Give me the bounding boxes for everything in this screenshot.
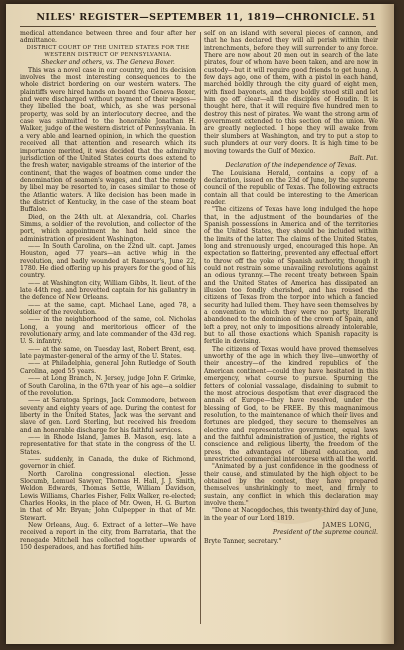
page-number: 51: [361, 12, 376, 23]
paragraph: "Done at Nacogdoches, this twenty-third day of June, in the year of our Lord 1819.: [204, 507, 378, 522]
paragraph: This was a novel case in our country, and its decision involves the most interesting consequences to the whole district bordering on our western waters. The plaintiffs were hired hands on board the Geneva Boxer, and were discharged without payment of their wages—they libelled the boat, which, as she was personal property, was sold by an interlocutory decree, and the case was submitted to the honorable Jonathan H. Walker, judge of the western district of Pennsylvania. In a very able and learned opinion, in which the question received all that attention and research which its importance merited, it was decided that the admiralty jurisdiction of the United States courts does extend to the fresh water, navigable streams of the interior of the continent, that the wages of boatmen come under the denomination of seamen's wages, and that the remedy by libel may be resorted to, in cases similar to those of the Atlantic waters. A like decision has been made in the district of Kentucky, in the case of the steam boat Buffaloe.: [20, 66, 196, 214]
paragraph: The Louisiana Herald, contains a copy of a declaration, issued on the 23d of June, by the supreme council of the republic of Texas. The following extracts contain all that could be interesting to the American reader.: [204, 169, 378, 206]
page-gutter-shadow: [380, 4, 394, 644]
paragraph: —— in the neighborhood of the same, col. Nicholas Long, a young and meritorious officer of the revolutionary army, and late commander of the 43d reg. U. S. infantry.: [20, 316, 196, 346]
paragraph: New Orleans, Aug. 6. Extract of a letter—We have received a report in the city, from Barrataria, that the renegade Mitchell has collected together upwards of 150 desperadoes, and has fortified him-: [20, 522, 196, 552]
running-title: NILES' REGISTER—SEPTEMBER 11, 1819—CHRONICLE.: [36, 12, 360, 23]
paragraph: JAMES LONG,: [322, 522, 372, 530]
paragraph: Died, on the 24th ult. at Alexandria, col. Charles Simms, a soldier of the revolution, and collector of the port, which appointment he had held since the administration of president Washington.: [20, 213, 196, 243]
paragraph: —— In South Carolina, on the 22nd ult. capt. James Houston, aged 77 years—an active whig in the revolution, and badly wounded at Ramsour's, June 22, 1780. He died offering up his prayers for the good of his country.: [20, 242, 196, 280]
paragraph: —— at Saratoga Springs, Jack Commodore, between seventy and eighty years of age. During the contest for liberty in the United States, Jack was the servant and slave of gen. Lord Sterling, but received his freedom and an honorable discharge for his faithful services.: [20, 397, 196, 434]
paragraph: Balt. Pat.: [349, 154, 378, 162]
paragraph: "Animated by a just confidence in the goodness of their cause, and stimulated by the high object to be obtained by the contest, they have prepared themselves unshrinkingly to meet, and firmly to sustain, any conflict in which this declaration may involve them.": [204, 463, 378, 507]
paragraph: President of the supreme council.: [272, 529, 378, 537]
paragraph: North Carolina congressional election. Jesse Slocumb, Lemuel Sawyer, Thomas H. Hall, J. J. Smith, Weldon Edwards, Thomas Settle, William Davidson, Lewis Williams, Charles Fisher, Felix Walker, re-elected; Charles Hooks, in the place of Mr. Owen, H. G. Burton in that of Mr. Bryan; John Culpepper in that of Mr. Stewart.: [20, 470, 196, 522]
left-column: [20, 30, 196, 628]
paragraph: Shecker and others, vs. The Geneva Boxer.: [41, 59, 175, 67]
paragraph: —— at Washington city, William Gibbs, lt. lieut. of the late 44th reg. and brevetted captain for his gallantry in the defence of New Orleans.: [20, 279, 196, 302]
paragraph: Declaration of the independence of Texas.: [225, 162, 357, 170]
paragraph: —— suddenly, in Canada, the duke of Richmond, governor in chief.: [20, 455, 196, 471]
paragraph: Bryte Tanner, secretary.": [204, 537, 282, 545]
paragraph: —— at Philadelphia, general John Rutledge of South Carolina, aged 55 years.: [20, 360, 196, 375]
paragraph: self on an island with several pieces of cannon, and that he has declared they will all perish within their intrenchments, before they will surrender to any force. There are now about 20 men out in search of the late pirates, four of whom have been taken, and are now in custody—but it will require good friends to get hung. A few days ago, one of them, with a pistol in each hand, marched boldly through the city guard of eight men, with fixed bayonets, and they boldly stood still and let him go off clear—all the disciples of Houdin. It is thought here, that it will require five hundred men to destroy this nest of pirates. We want the strong arm of government extended to this section of the union. We are greatly neglected. I hope they will awake from their slumbers at Washington, and try to put a stop to such plunders at our very doors. It is high time to be moving towards the Gulf of Mexico.: [204, 30, 378, 155]
newspaper-page: [6, 4, 394, 644]
paragraph: DISTRICT COURT OF THE UNITED STATES FOR THE WESTERN DISTRICT OF PENNSYLVANIA.: [26, 44, 190, 59]
paragraph: —— in Rhode Island, James B. Mason, esq. late a representative for that state in the congress of the U. States.: [20, 433, 196, 456]
page-header: [20, 12, 376, 27]
paragraph: "The citizens of Texas have long indulged the hope that, in the adjustment of the boundaries of the Spanish possessions in America and of the territories of the United States, they should be included within the limits of the latter. The claims of the United States, long and strenuously urged, encouraged this hope. An expectation so flattering, prevented any effectual effort to throw off the yoke of Spanish authority, though it could not restrain some unavailing revolutions against an odious tyranny.—The recent treaty between Spain and the United States of America has dissipated an illusion too fondly cherished, and has roused the citizens of Texas from the torpor into which a fancied security had lulled them. They have seen themselves by a convention to which they were no party, literally abandoned to the dominion of the crown of Spain, and left a prey, not only to impositions already intolerable, but to all those exactions which Spanish rapacity is fertile in devising.: [204, 206, 378, 346]
right-column: [204, 30, 378, 628]
paragraph: —— at Long Branch, N. Jersey, judge John F. Grimke, of South Carolina, in the 67th year of his age—a soldier of the revolution.: [20, 375, 196, 397]
paragraph: —— at the same, capt. Michael Lane, aged 78, a soldier of the revolution.: [20, 301, 196, 317]
paragraph: medical attendance between three and four after her admittance.: [20, 30, 196, 45]
paragraph: The citizens of Texas would have proved themselves unworthy of the age in which they live—unworthy of their ancestry—of the kindred republics of the American continent—could they have hesitated in this emergency, what course to pursue. Spurning the fetters of colonial vassalage, disdaining to submit to the most atrocious despotism that ever disgraced the annals of Europe—they have resolved, under the blessing of God, to be FREE. By this magnanimous resolution, to the maintenance of which their lives and fortunes are pledged, they secure to themselves an elective and representative government, equal laws and the faithful administration of justice, the rights of conscience and religious liberty, the freedom of the press, the advantages of liberal education, and unrestricted commercial intercourse with all the world.: [204, 345, 378, 463]
paragraph: —— at the same, on Tuesday last, Robert Brent, esq. late paymaster-general of the army of the U. States.: [20, 345, 196, 361]
column-divider: [200, 32, 201, 624]
